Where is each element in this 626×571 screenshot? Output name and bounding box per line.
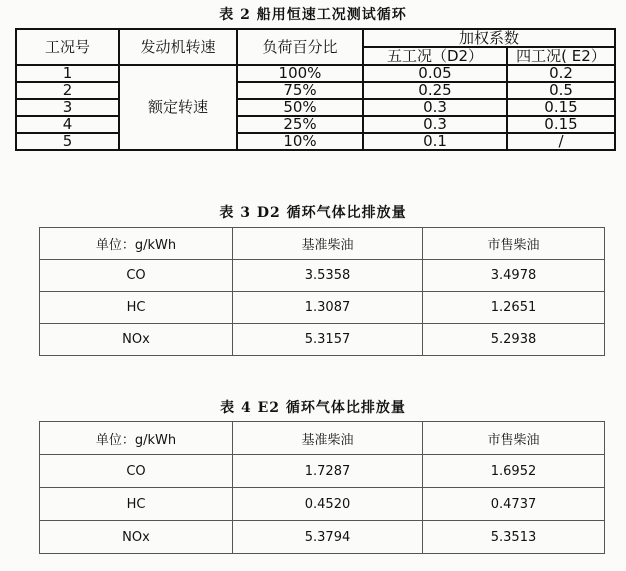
header-unit: 单位：g/kWh (40, 228, 233, 260)
cell-no: 5 (16, 133, 119, 150)
table-row (40, 521, 605, 554)
cell-no: 3 (16, 99, 119, 116)
d2-emission-table (39, 227, 605, 356)
cell-load: 100% (237, 65, 363, 82)
cell-gas: NOx (40, 521, 233, 554)
cell-market: 3.4978 (423, 260, 605, 292)
cell-market: 5.2938 (423, 324, 605, 356)
cell-base: 1.7287 (233, 455, 423, 488)
cell-e2: 0.5 (507, 82, 615, 99)
cell-e2: 0.15 (507, 99, 615, 116)
cell-e2: 0.15 (507, 116, 615, 133)
table3-caption: 表 3 D2 循环气体比排放量 (219, 205, 407, 221)
cell-load: 25% (237, 116, 363, 133)
table4-caption: 表 4 E2 循环气体比排放量 (220, 400, 406, 416)
cell-gas: CO (40, 455, 233, 488)
cell-gas: NOx (40, 324, 233, 356)
cell-market: 1.6952 (423, 455, 605, 488)
cell-gas: HC (40, 292, 233, 324)
table-row (40, 455, 605, 488)
cell-base: 3.5358 (233, 260, 423, 292)
header-base-diesel: 基准柴油 (233, 422, 423, 455)
cell-base: 5.3157 (233, 324, 423, 356)
cell-market: 0.4737 (423, 488, 605, 521)
cell-d2: 0.05 (363, 65, 507, 82)
table-row (16, 99, 615, 116)
header-unit: 单位：g/kWh (40, 422, 233, 455)
cell-no: 4 (16, 116, 119, 133)
header-market-diesel: 市售柴油 (423, 422, 605, 455)
cell-e2: 0.2 (507, 65, 615, 82)
cell-market: 1.2651 (423, 292, 605, 324)
table-row (16, 116, 615, 133)
cell-e2: / (507, 133, 615, 150)
header-e2: 四工况( E2） (507, 47, 615, 65)
cell-gas: CO (40, 260, 233, 292)
table-row (40, 260, 605, 292)
header-base-diesel: 基准柴油 (233, 228, 423, 260)
cell-speed: 额定转速 (119, 65, 237, 150)
table-row (40, 488, 605, 521)
cell-d2: 0.1 (363, 133, 507, 150)
cell-load: 50% (237, 99, 363, 116)
cell-no: 2 (16, 82, 119, 99)
cell-no: 1 (16, 65, 119, 82)
table-row (16, 65, 615, 82)
header-market-diesel: 市售柴油 (423, 228, 605, 260)
test-cycle-table (15, 28, 616, 151)
cell-load: 10% (237, 133, 363, 150)
cell-base: 0.4520 (233, 488, 423, 521)
header-weight-factor: 加权系数 (363, 29, 615, 47)
header-condition-no: 工况号 (16, 29, 119, 65)
cell-gas: HC (40, 488, 233, 521)
cell-base: 5.3794 (233, 521, 423, 554)
table-row (16, 82, 615, 99)
table-row (40, 324, 605, 356)
cell-load: 75% (237, 82, 363, 99)
cell-d2: 0.3 (363, 116, 507, 133)
e2-emission-table (39, 421, 605, 554)
header-engine-speed: 发动机转速 (119, 29, 237, 65)
cell-market: 5.3513 (423, 521, 605, 554)
table-row (16, 133, 615, 150)
header-load-pct: 负荷百分比 (237, 29, 363, 65)
cell-d2: 0.3 (363, 99, 507, 116)
cell-base: 1.3087 (233, 292, 423, 324)
cell-d2: 0.25 (363, 82, 507, 99)
header-d2: 五工况（D2） (363, 47, 507, 65)
table-row (40, 292, 605, 324)
table2-caption: 表 2 船用恒速工况测试循环 (219, 7, 407, 23)
